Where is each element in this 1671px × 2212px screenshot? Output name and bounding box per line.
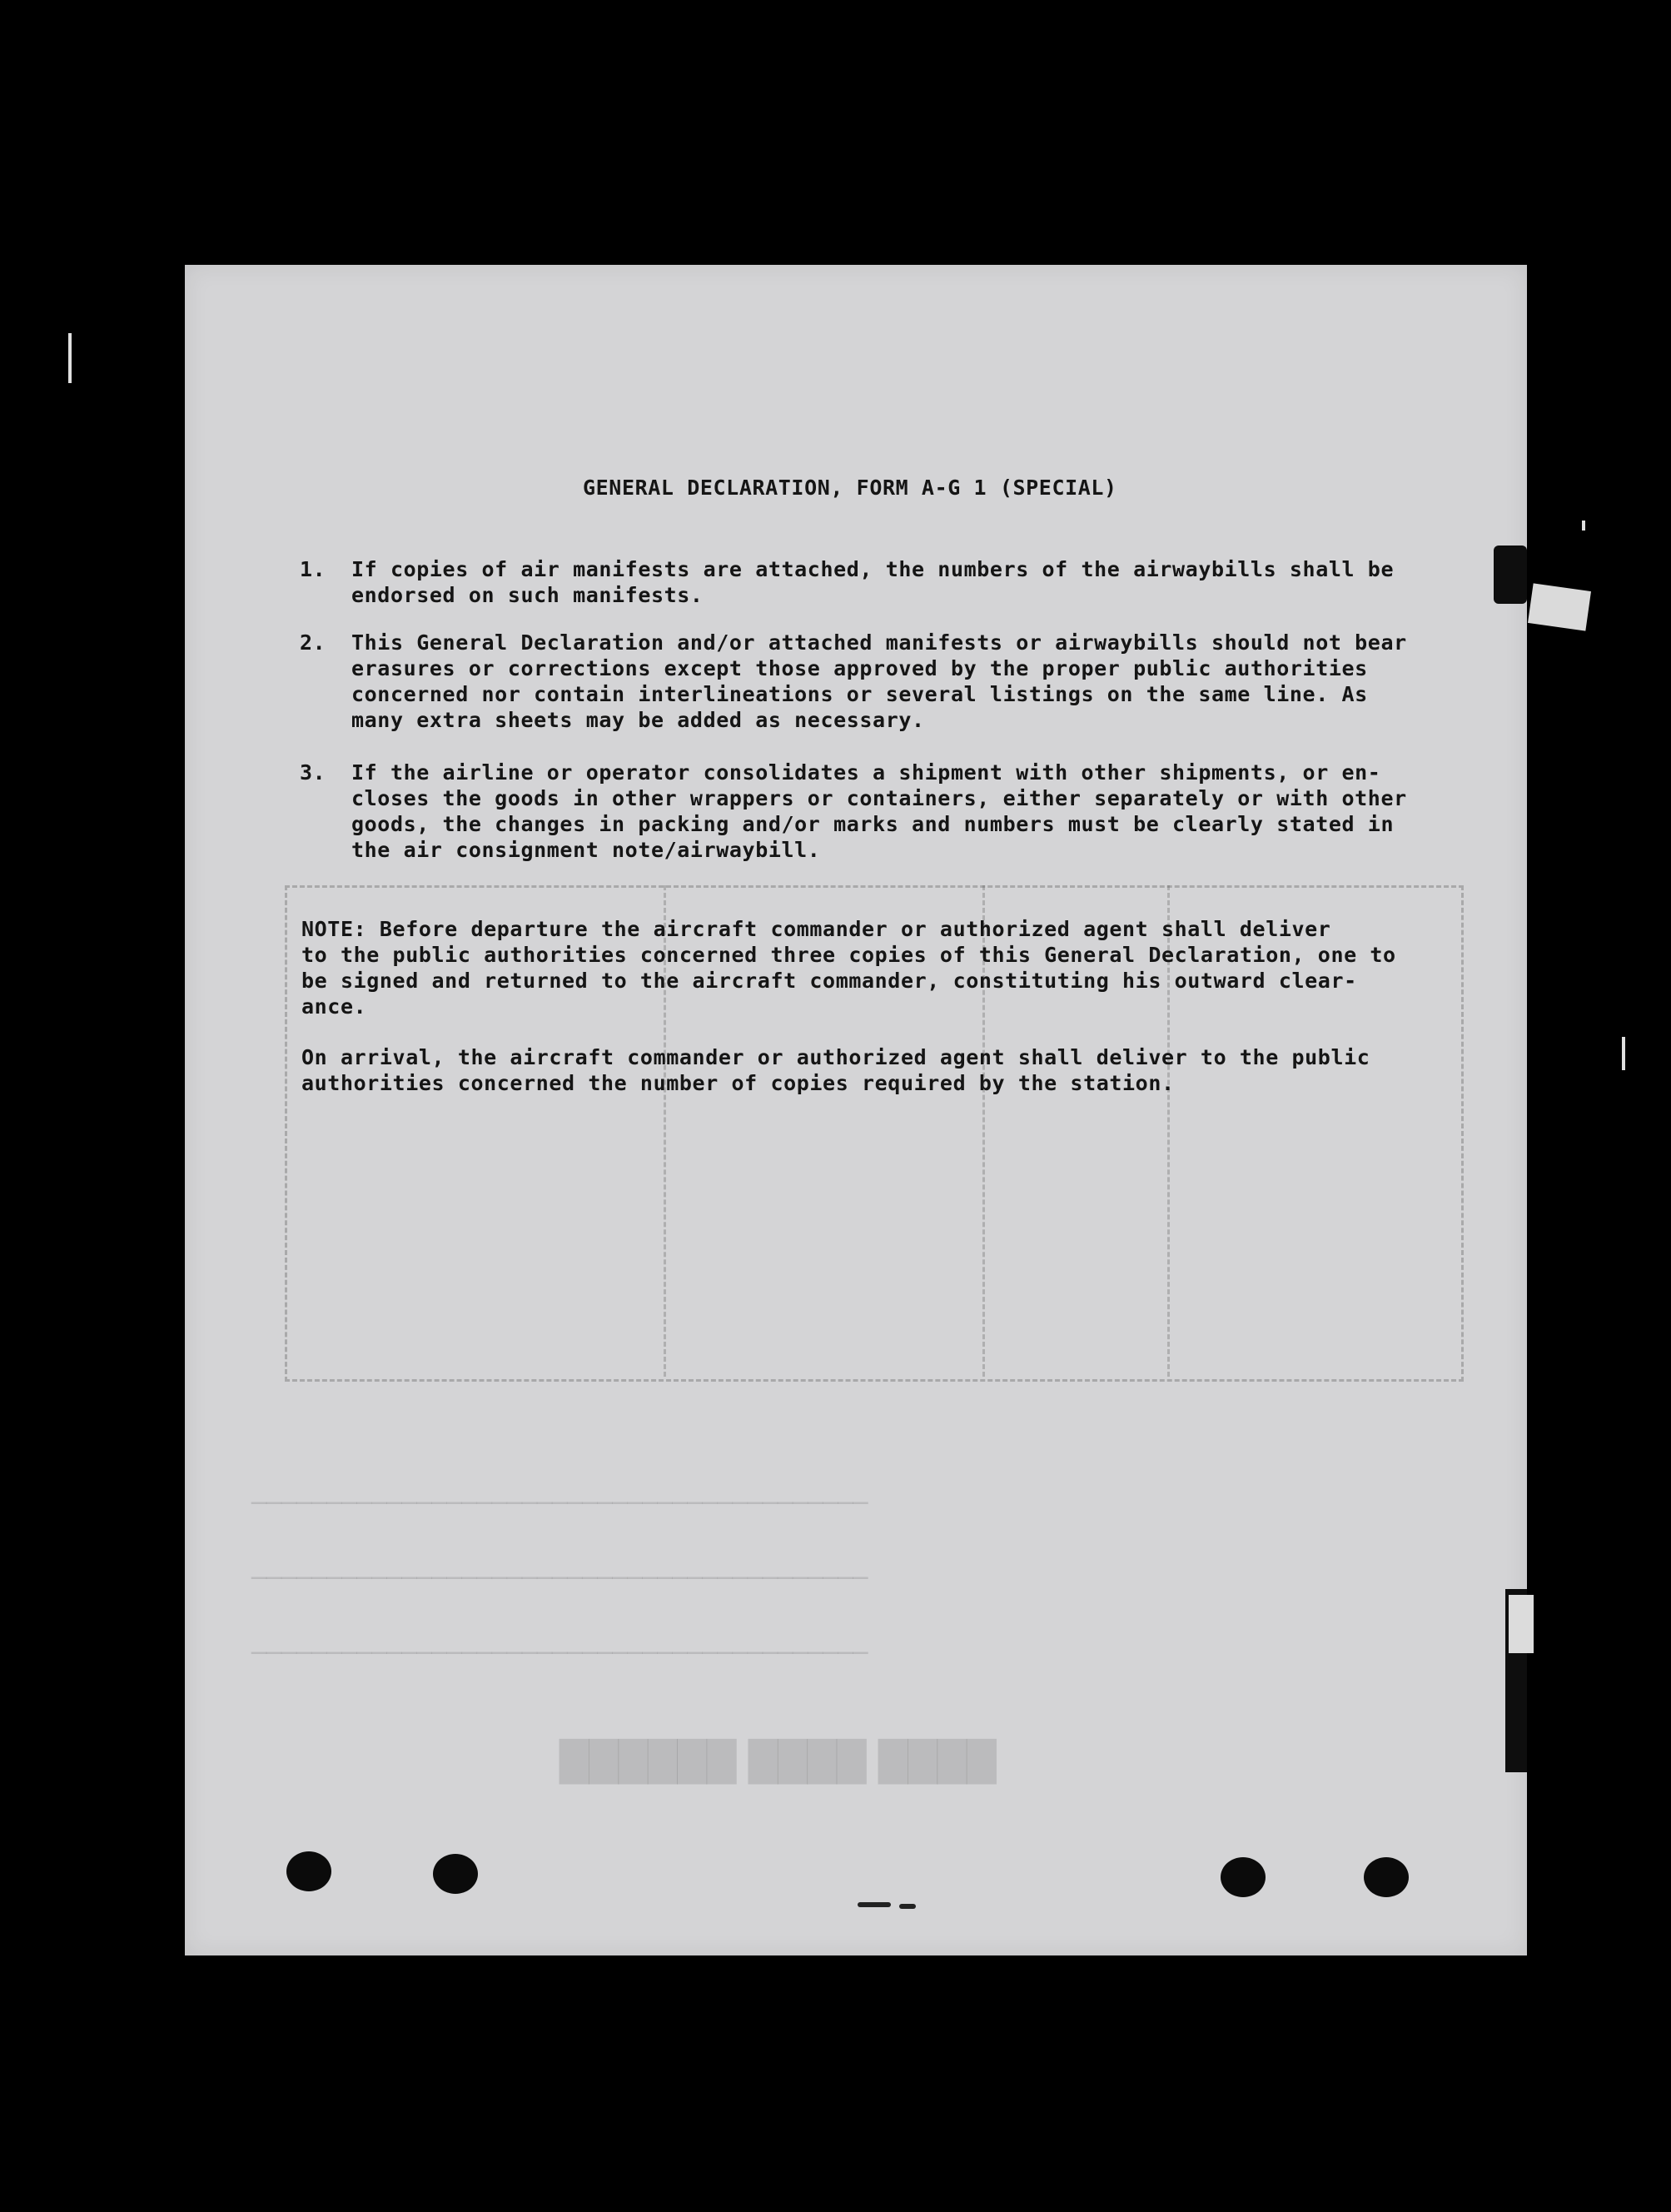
item-text: If copies of air manifests are attached, the numbers of the airwaybills shall be endorsed on such manifests.	[351, 557, 1395, 607]
arrival-note: On arrival, the aircraft commander or authorized agent shall deliver to the public authorities concerned the number of copies required by the station.	[301, 1045, 1370, 1095]
ink-speck	[899, 1904, 916, 1909]
list-item	[300, 556, 1499, 608]
bleed-through-heading: ████ ████ ██████	[559, 1739, 997, 1784]
punch-hole	[1364, 1857, 1409, 1897]
scan-speck	[1622, 1037, 1625, 1070]
item-number: 2.	[300, 630, 326, 655]
item-number: 3.	[300, 760, 326, 785]
bleed-through-row: ─────────────────────────────────────────	[251, 1639, 868, 1668]
paper-scrap	[1528, 583, 1591, 630]
item-number: 1.	[300, 557, 326, 581]
item-text: This General Declaration and/or attached manifests or airwaybills should not bear erasures or corrections except those approved by the proper public authorities concerned nor contain interlineations or several listings on the same line. As many extra sheets may be added as necessary.	[351, 630, 1407, 732]
bleed-through-row: ─────────────────────────────────────────	[251, 1564, 868, 1593]
list-item	[300, 630, 1499, 733]
punch-hole	[286, 1851, 331, 1891]
list-item	[300, 760, 1499, 863]
punch-hole	[433, 1854, 478, 1894]
departure-note: NOTE: Before departure the aircraft commander or authorized agent shall deliver to the public authorities concerned three copies of this General Declaration, one to be signed and returned to the aircraft commander, constituting his outward clear- ance.	[301, 917, 1396, 1019]
item-text: If the airline or operator consolidates a shipment with other shipments, or en- closes the goods in other wrappers or containers, either separately or with other goods, the changes in packing and/or marks and numbers must be clearly stated in the air consignment note/airwaybill.	[351, 760, 1407, 862]
scan-speck	[68, 333, 72, 383]
paper-clip-tab	[1494, 546, 1527, 604]
punch-hole	[1221, 1857, 1266, 1897]
document-page	[185, 265, 1527, 1955]
form-title: GENERAL DECLARATION, FORM A-G 1 (SPECIAL)	[583, 476, 1117, 500]
paper-scrap	[1509, 1595, 1534, 1653]
bleed-through-row: ─────────────────────────────────────────	[251, 1489, 868, 1518]
ink-speck	[858, 1902, 891, 1907]
scan-speck	[1582, 521, 1585, 531]
